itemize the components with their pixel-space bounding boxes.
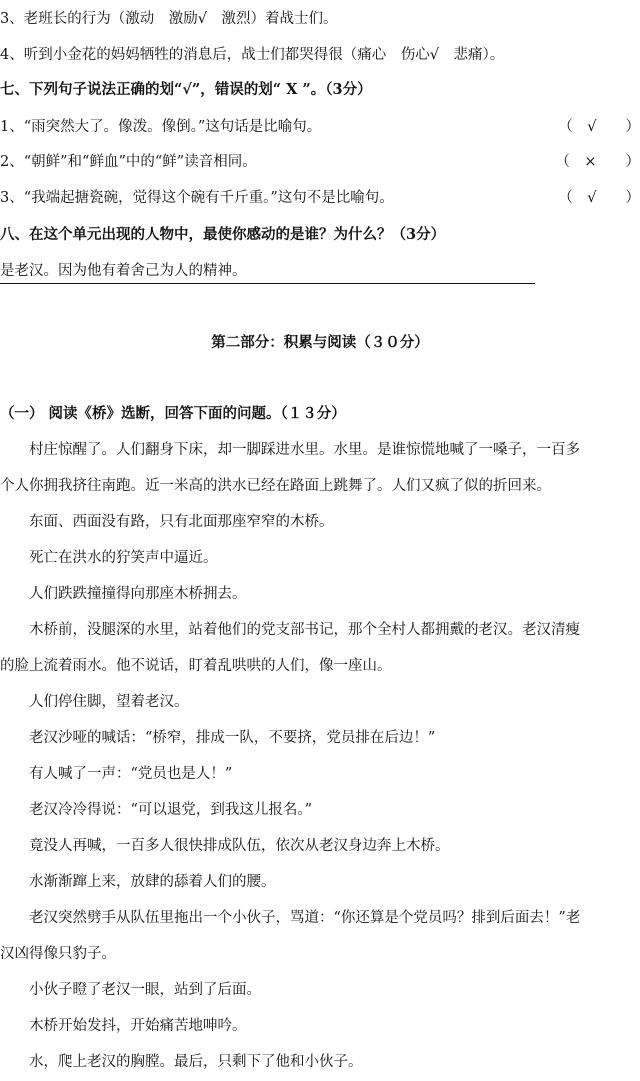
passage-line: 老汉突然劈手从队伍里拖出一个小伙子，骂道：“你还算是个党员吗？排到后面去！”老: [0, 910, 581, 926]
passage-line: 竟没人再喊，一百多人很快排成队伍，依次从老汉身边奔上木桥。: [0, 838, 450, 854]
passage-line: 老汉冷冷得说：“可以退党，到我这儿报名。”: [0, 802, 313, 818]
passage-line: 村庄惊醒了。人们翻身下床，却一脚踩进水里。水里。是谁惊慌地喊了一嗓子，一百多: [0, 442, 580, 458]
question-7-heading: 七、下列句子说法正确的划“√”，错误的划“ X ”。（3分）: [0, 81, 372, 98]
question-7-item-2-text: 2、“朝鲜”和“鲜血”中的“鲜”读音相同。: [0, 154, 257, 170]
question-7-item-3: [0, 188, 640, 208]
question-7-item-1: [0, 117, 640, 137]
question-6-item-4: 4、听到小金花的妈妈牺牲的消息后，战士们都哭得很（痛心 伤心√ 悲痛）。: [0, 47, 505, 63]
passage-line: 木桥开始发抖，开始痛苦地呻吟。: [0, 1018, 247, 1034]
question-7-item-1-text: 1、“雨突然大了。像泼。像倒。”这句话是比喻句。: [0, 119, 322, 135]
question-7-item-2: [0, 152, 640, 172]
passage-line: 东面、西面没有路，只有北面那座窄窄的木桥。: [0, 514, 334, 530]
passage-line: 的脸上流着雨水。他不说话，盯着乱哄哄的人们，像一座山。: [0, 658, 392, 674]
question-7-item-1-mark: （ √ ）: [558, 119, 640, 135]
answer-underline: [0, 283, 535, 284]
passage-line: 木桥前，没腿深的水里，站着他们的党支部书记，那个全村人都拥戴的老汉。老汉清瘦: [0, 622, 580, 638]
passage-line: 有人喊了一声：“党员也是人！”: [0, 766, 233, 782]
passage-line: 死亡在洪水的狞笑声中逼近。: [0, 550, 218, 566]
passage-line: 小伙子瞪了老汉一眼，站到了后面。: [0, 982, 261, 998]
question-6-item-3: 3、老班长的行为（激动 激励√ 激烈）着战士们。: [0, 11, 338, 27]
reading-section-heading: （一） 阅读《桥》选断，回答下面的问题。（１３分）: [0, 405, 346, 422]
passage-line: 水，爬上老汉的胸膛。最后，只剩下了他和小伙子。: [0, 1054, 363, 1070]
passage-line: 老汉沙哑的喊话：“桥窄，排成一队，不要挤，党员排在后边！”: [0, 730, 436, 746]
question-8-heading: 八、在这个单元出现的人物中，最使你感动的是谁？为什么？（3分）: [0, 226, 446, 243]
passage-line: 汉凶得像只豹子。: [0, 946, 116, 962]
question-8-answer: 是老汉。因为他有着舍己为人的精神。: [0, 263, 247, 279]
passage-line: 水渐渐蹿上来，放肆的舔着人们的腰。: [0, 874, 276, 890]
passage-line: 个人你拥我挤往南跑。近一米高的洪水已经在路面上跳舞了。人们又疯了似的折回来。: [0, 478, 551, 494]
passage-line: 人们停住脚，望着老汉。: [0, 694, 189, 710]
question-7-item-3-text: 3、“我端起搪瓷碗，觉得这个碗有千斤重。”这句不是比喻句。: [0, 190, 394, 206]
question-7-item-2-mark: （ × ）: [555, 154, 640, 170]
part-2-title: 第二部分：积累与阅读（３０分）: [211, 334, 429, 351]
question-7-item-3-mark: （ √ ）: [558, 190, 640, 206]
passage-line: 人们跌跌撞撞得向那座木桥拥去。: [0, 586, 247, 602]
